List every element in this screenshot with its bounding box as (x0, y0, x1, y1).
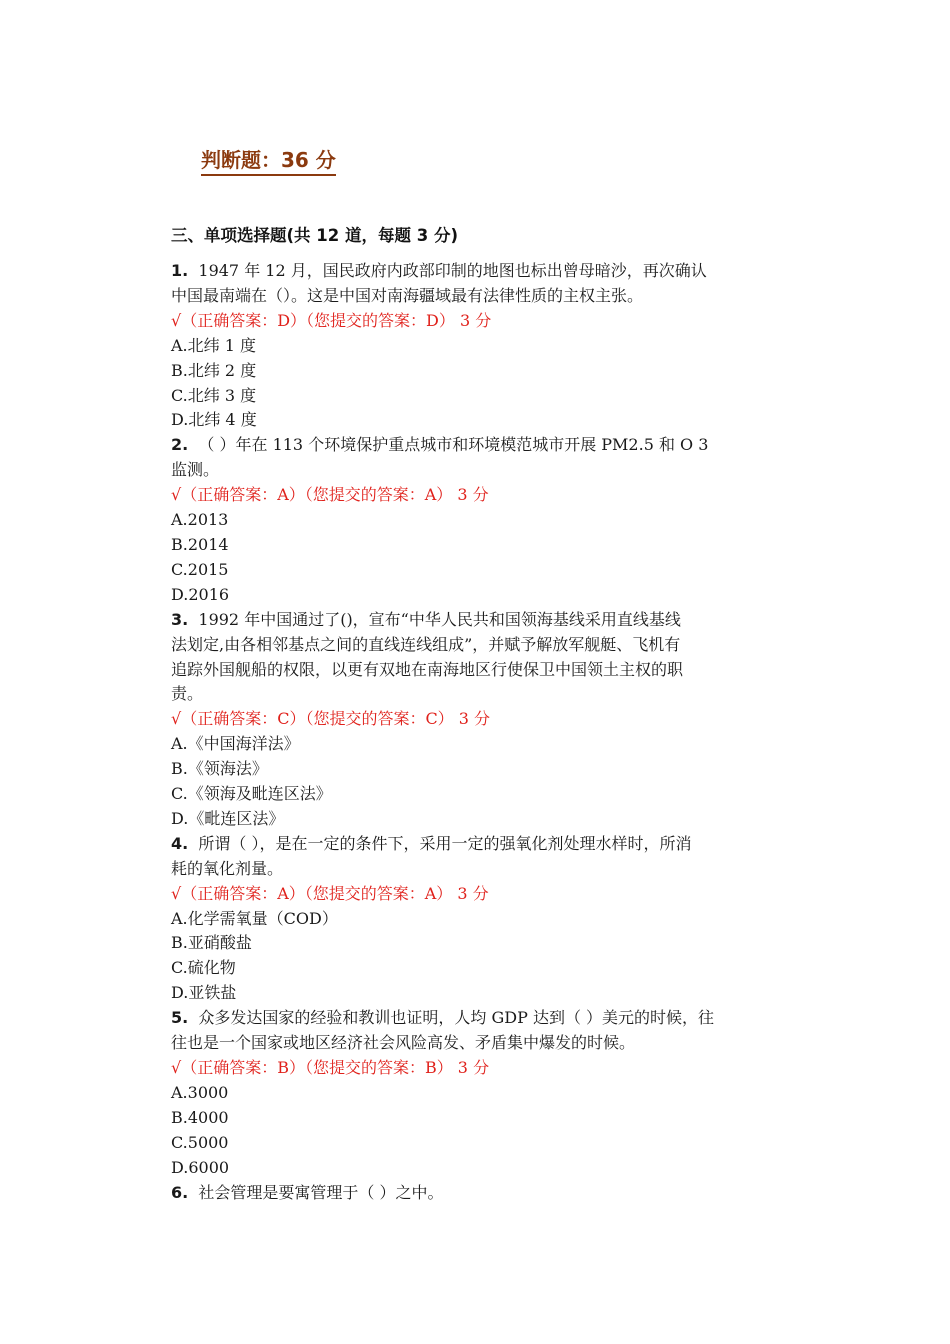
answer-option: B.亚硝酸盐 (171, 933, 252, 953)
question-item (171, 1006, 786, 1180)
question-text: 追踪外国舰船的权限，以更有双地在南海地区行使保卫中国领土主权的职 (171, 659, 684, 679)
question-list (171, 259, 786, 1205)
answer-option: C.5000 (171, 1132, 229, 1152)
answer-result: √（正确答案：A）（您提交的答案：A） 3 分 (171, 883, 489, 903)
answer-option: A.《中国海洋法》 (171, 734, 300, 754)
question-text-line (171, 433, 786, 458)
question-text: 法划定,由各相邻基点之间的直线连线组成”，并赋予解放军舰艇、飞机有 (171, 634, 681, 654)
question-text-line (171, 658, 786, 683)
question-text: 责。 (171, 684, 204, 704)
question-item (171, 1181, 786, 1206)
question-item (171, 608, 786, 832)
question-item (171, 259, 786, 433)
question-text-line (171, 832, 786, 857)
question-text-line (171, 259, 786, 284)
answer-option: D.北纬 4 度 (171, 410, 257, 430)
question-text-line (171, 1181, 786, 1206)
question-text-line (171, 1006, 786, 1031)
question-text: 1947 年 12 月，国民政府内政部印制的地图也标出曾母暗沙，再次确认 (198, 261, 707, 280)
answer-result: √（正确答案：C）（您提交的答案：C） 3 分 (171, 709, 491, 729)
question-text-line (171, 608, 786, 633)
question-item (171, 433, 786, 607)
score-heading: 判断题：36 分 (201, 146, 336, 176)
question-text-line (171, 633, 786, 658)
question-text-line (171, 1031, 786, 1056)
answer-option: C.《领海及毗连区法》 (171, 784, 332, 804)
answer-option: B.《领海法》 (171, 759, 268, 779)
answer-option: A.2013 (171, 510, 229, 530)
answer-option: B.4000 (171, 1107, 229, 1127)
question-text-line (171, 458, 786, 483)
answer-option: C.北纬 3 度 (171, 385, 257, 405)
answer-option: D.《毗连区法》 (171, 808, 285, 828)
question-text: 1992 年中国通过了()，宣布“中华人民共和国领海基线采用直线基线 (198, 609, 681, 629)
question-text: 往也是一个国家或地区经济社会风险高发、矛盾集中爆发的时候。 (171, 1033, 636, 1053)
question-text-line (171, 284, 786, 309)
question-number: 5. (171, 1008, 189, 1028)
question-text-line (171, 682, 786, 707)
question-text: （ ）年在 113 个环境保护重点城市和环境模范城市开展 PM2.5 和 O 3 (198, 435, 709, 455)
answer-option: D.6000 (171, 1157, 230, 1177)
answer-option: C.2015 (171, 559, 229, 579)
answer-option: D.2016 (171, 584, 230, 604)
answer-option: C.硫化物 (171, 958, 236, 978)
answer-option: A.北纬 1 度 (171, 335, 256, 355)
answer-option: B.北纬 2 度 (171, 360, 257, 380)
answer-option: D.亚铁盐 (171, 983, 237, 1003)
question-text: 监测。 (171, 460, 220, 480)
question-text: 众多发达国家的经验和教训也证明，人均 GDP 达到（ ）美元的时候，往 (198, 1008, 715, 1028)
question-text: 所谓（ ），是在一定的条件下，采用一定的强氧化剂处理水样时，所消 (198, 833, 692, 853)
question-number: 3. (171, 609, 189, 629)
answer-option: A.化学需氧量（COD） (171, 908, 338, 928)
question-text-line (171, 857, 786, 882)
question-text: 耗的氧化剂量。 (171, 858, 284, 878)
question-number: 4. (171, 833, 189, 853)
section-heading: 三、单项选择题(共 12 道，每题 3 分) (171, 226, 459, 245)
question-text: 社会管理是要寓管理于（ ）之中。 (198, 1182, 444, 1202)
answer-result: √（正确答案：B）（您提交的答案：B） 3 分 (171, 1058, 490, 1077)
answer-result: √（正确答案：D）（您提交的答案：D） 3 分 (171, 310, 492, 330)
question-number: 1. (171, 261, 189, 280)
question-number: 2. (171, 435, 189, 455)
question-number: 6. (171, 1182, 189, 1202)
answer-option: A.3000 (171, 1082, 229, 1102)
answer-result: √（正确答案：A）（您提交的答案：A） 3 分 (171, 485, 489, 505)
question-item (171, 832, 786, 1006)
question-text: 中国最南端在（）。这是中国对南海疆域最有法律性质的主权主张。 (171, 285, 644, 305)
answer-option: B.2014 (171, 534, 229, 554)
